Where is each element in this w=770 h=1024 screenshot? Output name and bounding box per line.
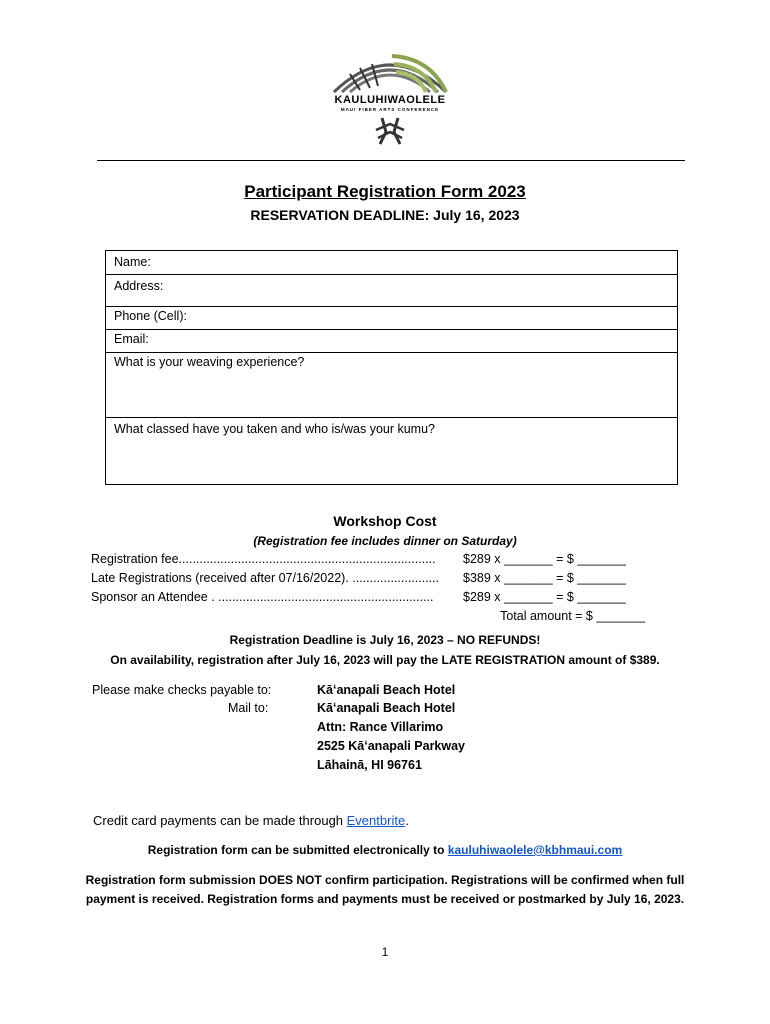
submission-email-link[interactable]: kauluhiwaolele@kbhmaui.com [447, 843, 623, 857]
confirmation-footnote: Registration form submission DOES NOT confirm participation. Registrations will be confirmed when full payment is received. Registration forms and payments must be received or postmarked by July 16, 2023. [85, 873, 685, 906]
cost-label: Sponsor an Attendee . .............................................................. [91, 590, 434, 604]
checks-payable-label: Please make checks payable to: [92, 683, 272, 697]
experience-field[interactable] [106, 353, 677, 418]
logo-subtitle: MAUI FIBER ARTS CONFERENCE [340, 107, 440, 112]
reservation-deadline: RESERVATION DEADLINE: July 16, 2023 [250, 207, 520, 223]
header-divider [97, 160, 685, 161]
cost-price: $389 x _______ = $ _______ [463, 571, 627, 585]
cost-total: Total amount = $ _______ [500, 609, 645, 623]
mail-address-line: Attn: Rance Villarimo [317, 720, 444, 734]
name-label: Name: [114, 255, 151, 269]
payee-name: Kāʻanapali Beach Hotel [317, 683, 456, 697]
credit-card-end: . [405, 813, 409, 828]
email-field[interactable] [106, 330, 677, 353]
mail-address-line: 2525 Kāʻanapali Parkway [317, 739, 466, 753]
name-field[interactable] [106, 251, 677, 275]
eventbrite-link[interactable]: Eventbrite [346, 813, 406, 828]
phone-field[interactable] [106, 307, 677, 330]
credit-card-text: Credit card payments can be made through [93, 813, 347, 828]
logo-name: KAULUHIWAOLELE [334, 94, 446, 106]
credit-card-line [93, 813, 409, 828]
cost-label: Registration fee.......................................................................... [91, 552, 436, 566]
classes-field[interactable] [106, 418, 677, 484]
experience-label: What is your weaving experience? [114, 355, 305, 369]
registration-form-box [105, 250, 678, 485]
cost-price: $289 x _______ = $ _______ [463, 552, 627, 566]
mail-address-line: Lāhainā, HI 96761 [317, 758, 422, 772]
page-number: 1 [381, 945, 389, 959]
mail-to-label: Mail to: [228, 701, 269, 715]
classes-label: What classed have you taken and who is/was your kumu? [114, 422, 436, 436]
workshop-cost-title: Workshop Cost [333, 513, 437, 529]
mail-address-line: Kāʻanapali Beach Hotel [317, 701, 456, 715]
cost-row-sponsor [91, 590, 651, 608]
cost-label: Late Registrations (received after 07/16/2022). ......................... [91, 571, 440, 585]
cost-price: $289 x _______ = $ _______ [463, 590, 627, 604]
workshop-cost-note: (Registration fee includes dinner on Saturday) [253, 534, 517, 548]
conference-logo [320, 44, 460, 148]
address-field[interactable] [106, 275, 677, 307]
electronic-submission-line [0, 843, 770, 857]
address-label: Address: [114, 279, 164, 293]
electronic-submission-text: Registration form can be submitted electronically to [147, 843, 448, 857]
phone-label: Phone (Cell): [114, 309, 187, 323]
deadline-notice: Registration Deadline is July 16, 2023 – NO REFUNDS! [229, 633, 541, 647]
form-title: Participant Registration Form 2023 [244, 182, 526, 201]
email-label: Email: [114, 332, 149, 346]
late-registration-notice: On availability, registration after July 16, 2023 will pay the LATE REGISTRATION amount of $389. [110, 653, 660, 667]
cost-row-registration [91, 552, 651, 570]
cost-row-late [91, 571, 651, 589]
